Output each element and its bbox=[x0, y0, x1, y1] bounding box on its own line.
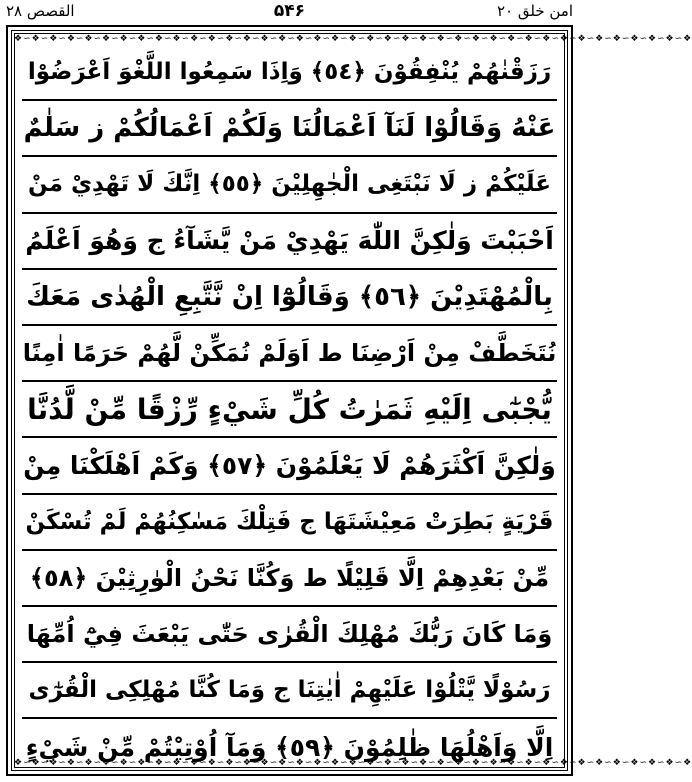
verse-text: وَلٰكِنَّ اَكْثَرَهُمْ لَا يَعْلَمُوْنَ ﴿٥٧﴾ وَكَمْ اَهْلَكْنَا مِنْ bbox=[23, 450, 556, 480]
text-line bbox=[22, 326, 557, 382]
verse-text: رَسُوْلًا يَّتْلُوْا عَلَيْهِمْ اٰيٰتِنَا ج وَمَا كُنَّا مُهْلِكِى الْقُرٰٓى bbox=[28, 677, 551, 704]
juz-name-label: امن خلق ۲۰ bbox=[496, 2, 573, 20]
page-header bbox=[0, 0, 579, 24]
verse-text: قَرْيَةٍ بَطِرَتْ مَعِيْشَتَهَا ج فَتِلْكَ مَسٰكِنُهُمْ لَمْ تُسْكَنْ bbox=[25, 508, 554, 535]
text-line bbox=[22, 157, 557, 213]
bottom-ornament-border: ❖∽❖∽❖∽❖∽❖∽❖∽❖∽❖∽❖∽❖∽❖∽❖∽❖∽❖∽❖∽❖∽❖∽❖∽❖∽❖∽❖∽❖∽❖∽❖∽❖∽❖∽❖∽❖∽❖∽❖∽❖∽❖∽❖∽❖∽❖∽❖∽❖∽❖∽❖ bbox=[14, 758, 692, 768]
text-line bbox=[22, 270, 557, 326]
verse-text: يُّجْبٰٓى اِلَيْهِ ثَمَرٰتُ كُلِّ شَيْءٍ رِّزْقًا مِّنْ لَّدُنَّا bbox=[27, 392, 552, 426]
page-number: ۵۴۶ bbox=[273, 1, 306, 21]
verse-text: اَحْبَبْتَ وَلٰكِنَّ اللّٰهَ يَهْدِيْ مَنْ يَّشَآءُ ج وَهُوَ اَعْلَمُ bbox=[25, 226, 554, 256]
surah-name-label: القصص ۲۸ bbox=[6, 2, 75, 20]
text-line bbox=[22, 607, 557, 663]
text-line bbox=[22, 719, 557, 775]
verse-text: بِالْمُهْتَدِيْنَ ﴿٥٦﴾ وَقَالُوْٓا اِنْ نَّتَّبِعِ الْهُدٰى مَعَكَ bbox=[26, 281, 553, 312]
text-line bbox=[22, 382, 557, 438]
verse-text: عَنْهُ وَقَالُوْا لَنَآ اَعْمَالُنَا وَلَكُمْ اَعْمَالُكُمْ ز سَلٰمٌ bbox=[23, 113, 556, 144]
text-line bbox=[22, 495, 557, 551]
top-ornament-border: ❖∽❖∽❖∽❖∽❖∽❖∽❖∽❖∽❖∽❖∽❖∽❖∽❖∽❖∽❖∽❖∽❖∽❖∽❖∽❖∽❖∽❖∽❖∽❖∽❖∽❖∽❖∽❖∽❖∽❖∽❖∽❖∽❖∽❖∽❖∽❖∽❖∽❖∽❖ bbox=[14, 34, 692, 44]
text-line bbox=[22, 663, 557, 719]
text-line bbox=[22, 101, 557, 157]
text-line bbox=[22, 551, 557, 607]
text-line bbox=[22, 214, 557, 270]
verse-text: عَلَيْكُمْ ز لَا نَبْتَغِى الْجٰهِلِيْنَ ﴿٥٥﴾ اِنَّكَ لَا تَهْدِيْ مَنْ bbox=[28, 171, 551, 198]
text-line bbox=[22, 45, 557, 101]
verse-text: مِّنْ بَعْدِهِمْ اِلَّا قَلِيْلًا ط وَكُنَّا نَحْنُ الْوٰرِثِيْنَ ﴿٥٨﴾ bbox=[29, 563, 550, 592]
verse-text: رَزَقْنٰهُمْ يُنْفِقُوْنَ ﴿٥٤﴾ وَاِذَا سَمِعُوا اللَّغْوَ اَعْرَضُوْا bbox=[27, 59, 552, 86]
text-line bbox=[22, 438, 557, 494]
verse-text: نُتَخَطَّفْ مِنْ اَرْضِنَا ط اَوَلَمْ نُمَكِّنْ لَّهُمْ حَرَمًا اٰمِنًا bbox=[22, 339, 557, 368]
verse-text: اِلَّا وَاَهْلُهَا ظٰلِمُوْنَ ﴿٥٩﴾ وَمَآ اُوْتِيْتُمْ مِّنْ شَيْءٍ bbox=[25, 732, 554, 762]
verse-text: وَمَا كَانَ رَبُّكَ مُهْلِكَ الْقُرٰى حَتّٰى يَبْعَثَ فِيْٓ اُمِّهَا bbox=[26, 620, 553, 649]
